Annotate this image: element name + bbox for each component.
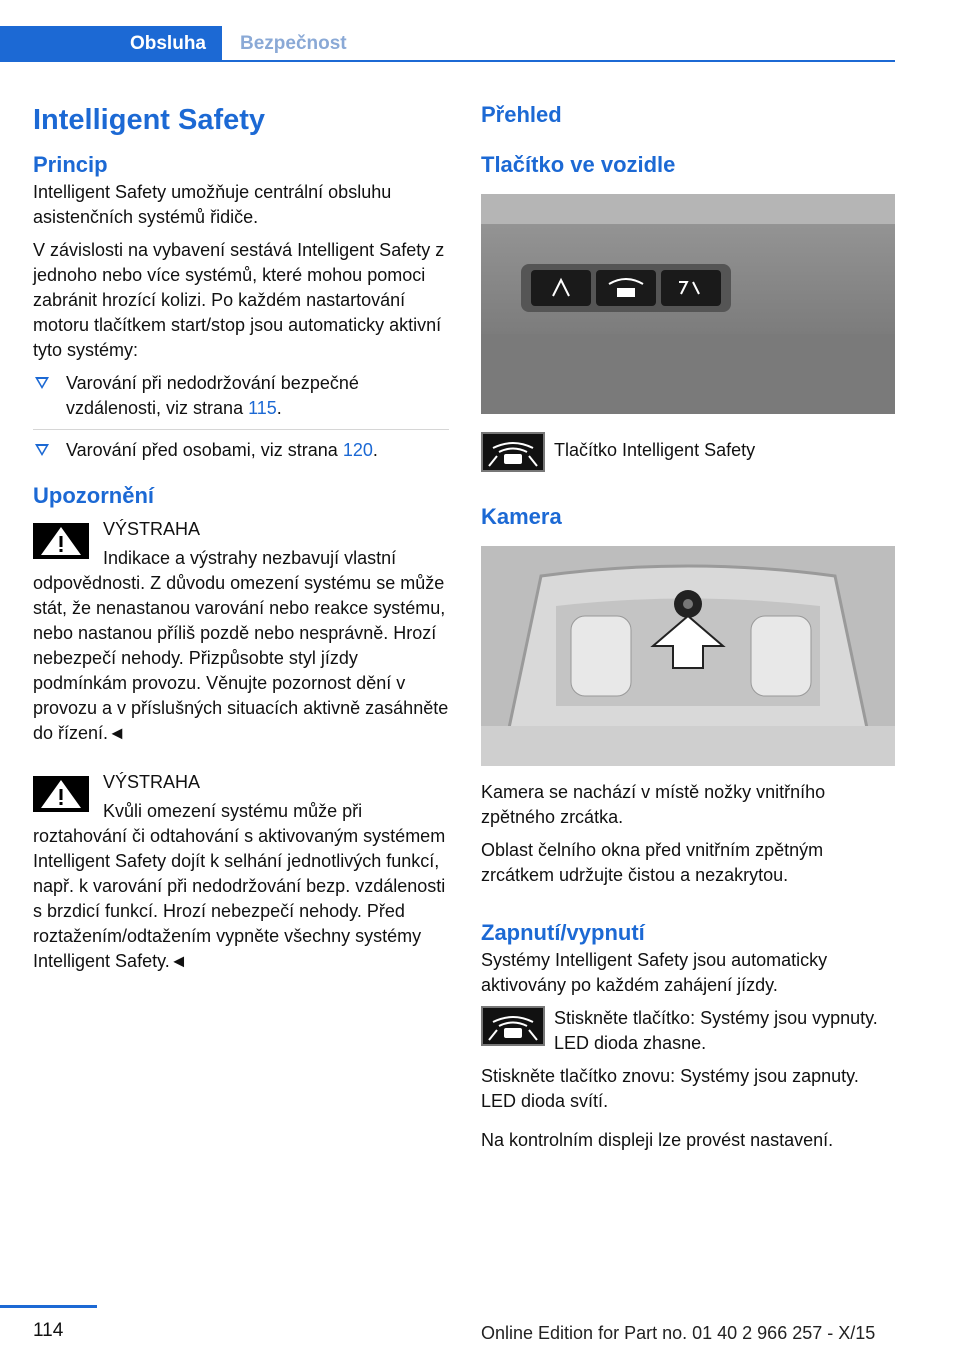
onoff-paragraph-1: Systémy Intelligent Safety jsou automaticky aktivovány po každém zahájení jízdy. <box>481 950 828 995</box>
warning-icon <box>33 776 89 812</box>
warning-body: Indikace a výstrahy nezbavují vlastní odpovědnosti. Z důvodu omezení systému se může stát, že nenastanou varování nebo reakce systému, nebo nastanou příliš pozdě nebo nesprávně. Hrozí nebezpečí nehody. Přizpůsobte styl jízdy podmínkám provozu. Věnujte pozornost dění v provozu a v příslušných situacích aktivně zasáhněte do řízení.◄ <box>33 548 449 743</box>
edition-note: Online Edition for Part no. 01 40 2 966 257 - X/15 <box>481 1323 876 1343</box>
camera-paragraph-1: Kamera se nachází v místě nožky vnitřního zpětného zrcátka. <box>481 782 826 827</box>
left-column <box>33 100 449 998</box>
onoff-paragraph-2: Stiskněte tlačítko znovu: Systémy jsou zapnuty. LED dioda svítí. <box>481 1066 859 1111</box>
tab-obsluha[interactable] <box>0 26 222 62</box>
warning-block-1 <box>33 517 449 746</box>
warning-icon <box>33 523 89 559</box>
button-caption-row <box>481 432 895 482</box>
onoff-heading: Zapnutí/vypnutí <box>481 920 645 945</box>
list-item-end: . <box>372 440 378 460</box>
button-caption: Tlačítko Intelligent Safety <box>554 440 756 460</box>
page-link-120[interactable]: 120 <box>342 440 373 460</box>
triangle-bullet-icon <box>35 377 49 389</box>
intelligent-safety-button-icon <box>481 432 545 472</box>
right-column <box>481 100 895 1161</box>
page-title: Intelligent Safety <box>33 104 266 136</box>
onoff-icon-row <box>481 1006 895 1056</box>
triangle-bullet-icon <box>35 444 49 456</box>
overview-heading: Přehled <box>481 102 562 127</box>
notes-heading: Upozornění <box>33 483 154 508</box>
camera-photo <box>481 546 895 766</box>
page-link-115[interactable]: 115 <box>248 398 277 418</box>
page-number: 114 <box>33 1320 64 1341</box>
list-item-text: Varování před osobami, viz strana <box>66 440 343 460</box>
camera-heading: Kamera <box>481 504 562 529</box>
tab-bezpecnost[interactable]: Bezpečnost <box>240 33 347 54</box>
warning-title: VÝSTRAHA <box>103 519 201 539</box>
footer-divider <box>0 1305 97 1308</box>
warning-block-2 <box>33 770 449 974</box>
camera-paragraph-2: Oblast čelního okna před vnitřním zpětným zrcátkem udržujte čistou a nezakrytou. <box>481 840 824 885</box>
principle-paragraph-2: V závislosti na vybavení sestává Intelligent Safety z jednoho nebo více systémů, které mohou pomoci zabránit hrozící kolizi. Po každém nastartování motoru tlačítkem start/stop jsou automaticky aktivní tyto systémy: <box>33 240 445 360</box>
list-item-text: Varování při nedodržování bezpečné vzdálenosti, viz strana <box>66 373 359 418</box>
button-heading: Tlačítko ve vozidle <box>481 152 676 177</box>
list-item <box>33 371 449 430</box>
header-divider <box>0 60 895 62</box>
list-item <box>33 438 449 471</box>
principle-heading: Princip <box>33 152 108 177</box>
intelligent-safety-button-icon <box>481 1006 545 1046</box>
warning-title: VÝSTRAHA <box>103 772 201 792</box>
onoff-paragraph-3: Na kontrolním displeji lze provést nastavení. <box>481 1130 834 1150</box>
systems-list <box>33 371 449 471</box>
vehicle-button-photo <box>481 194 895 414</box>
principle-paragraph-1: Intelligent Safety umožňuje centrální obsluhu asistenčních systémů řidiče. <box>33 182 392 227</box>
warning-body: Kvůli omezení systému může při roztahování či odtahování s aktivovaným systémem Intelligent Safety dojít k selhání jednotlivých funkcí, např. k varování při nedodržování bezp. vzdálenosti s brzdicí funkcí. Hrozí nebezpečí nehody. Před roztažením/odtažením vypněte všechny systémy Intelligent Safety.◄ <box>33 801 446 971</box>
chapter-tabs <box>0 0 960 62</box>
list-item-end: . <box>276 398 282 418</box>
onoff-icon-text: Stiskněte tlačítko: Systémy jsou vypnuty. LED dioda zhasne. <box>554 1008 878 1053</box>
tab-obsluha-label: Obsluha <box>129 33 206 54</box>
